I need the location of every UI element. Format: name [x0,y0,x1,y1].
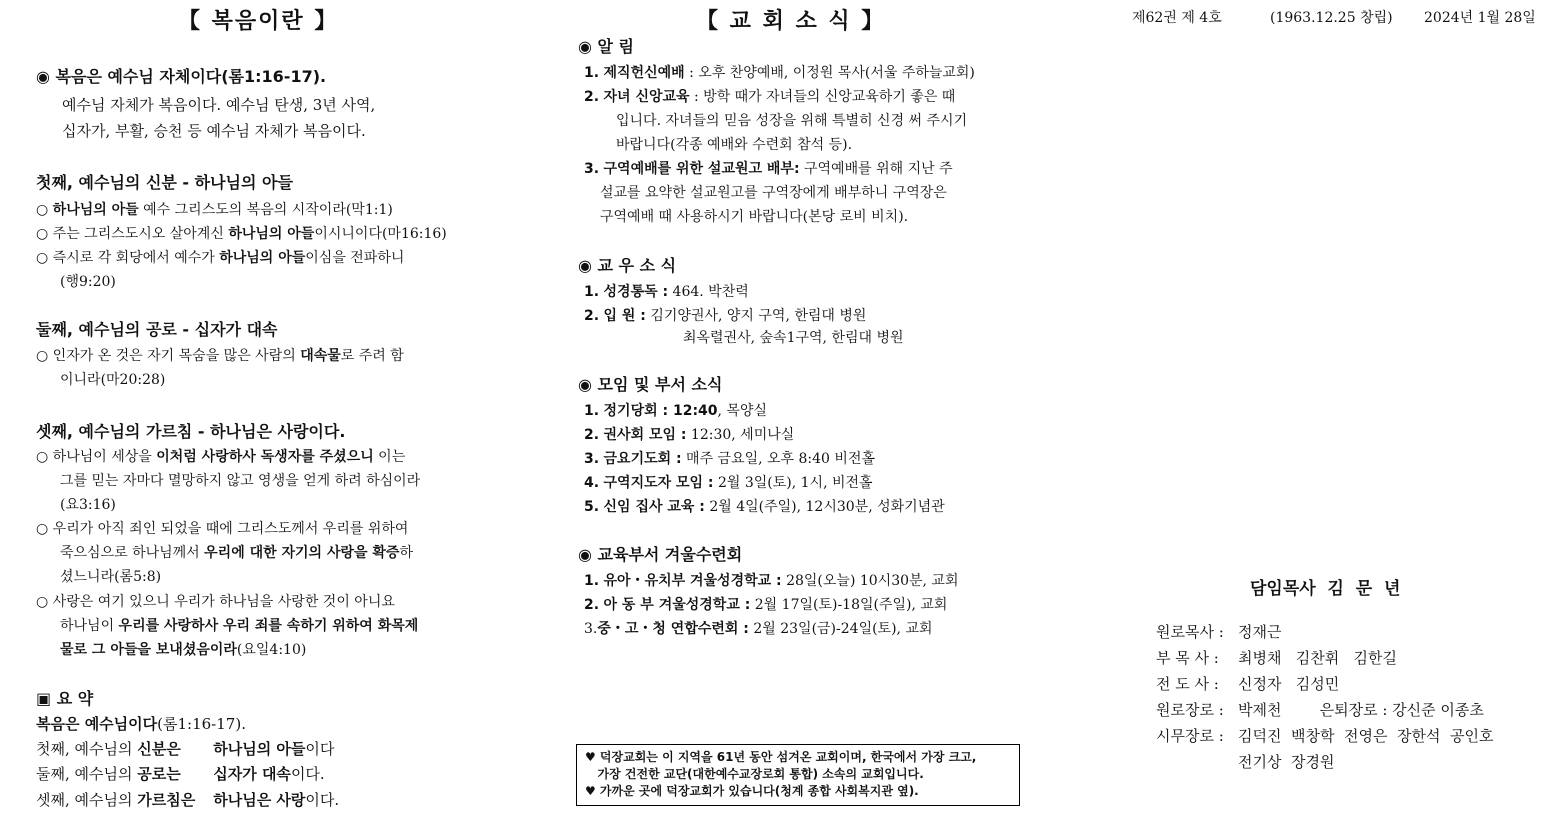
notice-item-2-cont1: 입니다. 자녀들의 믿음 성장을 위해 특별히 신경 써 주시기 [616,113,968,129]
notice-item-1: 1. 제직헌신예배 : 오후 찬양예배, 이정원 목사(서울 주하늘교회) [584,65,975,81]
section1-item-1: ○ 하나님의 아들 예수 그리스도의 복음의 시작이라(막1:1) [36,202,393,218]
notice-item-3-cont1: 설교를 요약한 설교원고를 구역장에게 배부하니 구역장은 [600,185,947,201]
member-news-heading: ◉ 교 우 소 식 [578,256,677,275]
staff-row: 원로목사 : 정재근 [1156,623,1282,641]
section3-item-1: ○ 하나님이 세상을 이처럼 사랑하사 독생자를 주셨으니 이는 [36,449,406,465]
summary-heading: ▣ 요 약 [36,689,94,708]
volume-number: 제62권 제 4호 [1132,10,1222,26]
notice-item-3-cont2: 구역예배 때 사용하시기 바랍니다(본당 로비 비치). [600,209,909,225]
section1-item-2: ○ 주는 그리스도시오 살아계신 하나님의 아들이시니이다(마16:16) [36,226,447,242]
section3-heading: 셋째, 예수님의 가르침 - 하나님은 사랑이다. [36,422,346,441]
summary-line-4: 셋째, 예수님의 가르침은 하나님은 사랑이다. [36,791,340,809]
notice-item-3: 3. 구역예배를 위한 설교원고 배부: 구역예배를 위해 지난 주 [584,161,953,177]
section3-item-1-cont1: 그를 믿는 자마다 멸망하지 않고 영생을 얻게 하려 하심이라 [60,473,421,489]
section2-item: ○ 인자가 온 것은 자기 목숨을 많은 사람의 대속물로 주려 함 [36,348,404,364]
info-line-1: ♥ 덕장교회는 이 지역을 61년 동안 섬겨온 교회이며, 한국에서 가장 크고, [585,750,977,764]
issue-date: 2024년 1월 28일 [1424,10,1536,26]
staff-row: 시무장로 : 김덕진 백창학 전영은 장한석 공인호 [1156,727,1494,745]
notice-item-2-cont2: 바랍니다(각종 예배와 수련회 참석 등). [616,137,853,153]
meeting-item-3: 3. 금요기도회 : 매주 금요일, 오후 8:40 비전홀 [584,451,875,467]
education-heading: ◉ 교육부서 겨울수련회 [578,545,743,564]
section3-item-3-cont1: 하나님이 우리를 사랑하사 우리 죄를 속하기 위하여 화목제 [60,618,419,634]
section2-item-cont: 이니라(마20:28) [60,372,166,388]
church-info-box [576,744,1020,806]
staff-row: 원로장로 : 박제천 은퇴장로 : 강신준 이종초 [1156,701,1484,719]
meeting-item-5: 5. 신임 집사 교육 : 2월 4일(주일), 12시30분, 성화기념관 [584,499,945,515]
info-line-3: ♥ 가까운 곳에 덕장교회가 있습니다(청계 종합 사회복지관 옆). [585,784,919,798]
section2-heading: 둘째, 예수님의 공로 - 십자가 대속 [36,320,278,339]
info-line-2: 가장 건전한 교단(대한예수교장로회 통합) 소속의 교회입니다. [585,767,924,781]
senior-pastor: 담임목사 김 문 년 [1250,579,1401,599]
section3-item-2: ○ 우리가 아직 죄인 되었을 때에 그리스도께서 우리를 위하여 [36,521,409,537]
member-item-1: 1. 성경통독 : 464. 박찬력 [584,284,749,300]
notice-heading: ◉ 알 림 [578,37,635,56]
news-title: 【 교 회 소 식 】 [696,8,886,34]
intro-line-1: 예수님 자체가 복음이다. 예수님 탄생, 3년 사역, [62,96,376,114]
staff-row: 전 도 사 : 신정자 김성민 [1156,675,1340,693]
section1-heading: 첫째, 예수님의 신분 - 하나님의 아들 [36,173,293,192]
education-item-3: 3.중・고・청 연합수련회 : 2월 23일(금)-24일(토), 교회 [584,621,933,637]
meeting-heading: ◉ 모임 및 부서 소식 [578,375,723,394]
section3-item-1-cont2: (요3:16) [60,497,116,513]
education-item-1: 1. 유아・유치부 겨울성경학교 : 28일(오늘) 10시30분, 교회 [584,573,959,589]
notice-item-2: 2. 자녀 신앙교육 : 방학 때가 자녀들의 신앙교육하기 좋은 때 [584,89,956,105]
meeting-item-4: 4. 구역지도자 모임 : 2월 3일(토), 1시, 비전홀 [584,475,873,491]
member-item-2-cont: 최옥렬권사, 숲속1구역, 한림대 병원 [683,330,904,346]
meeting-item-2: 2. 권사회 모임 : 12:30, 세미나실 [584,427,795,443]
summary-line-3: 둘째, 예수님의 공로는 십자가 대속이다. [36,765,325,783]
gospel-title: 【 복음이란 】 [178,8,339,34]
staff-row: 부 목 사 : 최병채 김찬휘 김한길 [1156,649,1398,667]
education-item-2: 2. 아 동 부 겨울성경학교 : 2월 17일(토)-18일(주일), 교회 [584,597,948,613]
section1-item-3: ○ 즉시로 각 회당에서 예수가 하나님의 아들이심을 전파하니 [36,250,405,266]
member-item-2: 2. 입 원 : 김기양권사, 양지 구역, 한림대 병원 [584,308,867,324]
section1-item-3-cont: (행9:20) [60,274,116,290]
founding-date: (1963.12.25 창립) [1270,10,1393,26]
summary-line-1: 복음은 예수님이다(롬1:16-17). [36,715,246,733]
summary-line-2: 첫째, 예수님의 신분은 하나님의 아들이다 [36,740,335,758]
section3-item-2-cont1: 죽으심으로 하나님께서 우리에 대한 자기의 사랑을 확증하 [60,545,413,561]
intro-heading: ◉ 복음은 예수님 자체이다(롬1:16-17). [36,67,327,86]
intro-line-2: 십자가, 부활, 승천 등 예수님 자체가 복음이다. [62,122,366,140]
section3-item-3: ○ 사랑은 여기 있으니 우리가 하나님을 사랑한 것이 아니요 [36,594,395,610]
meeting-item-1: 1. 정기당회 : 12:40, 목양실 [584,403,768,419]
section3-item-2-cont2: 셨느니라(롬5:8) [60,569,162,585]
section3-item-3-cont2: 물로 그 아들을 보내셨음이라(요일4:10) [60,642,307,658]
staff-row: 전기상 장경원 [1238,753,1335,771]
